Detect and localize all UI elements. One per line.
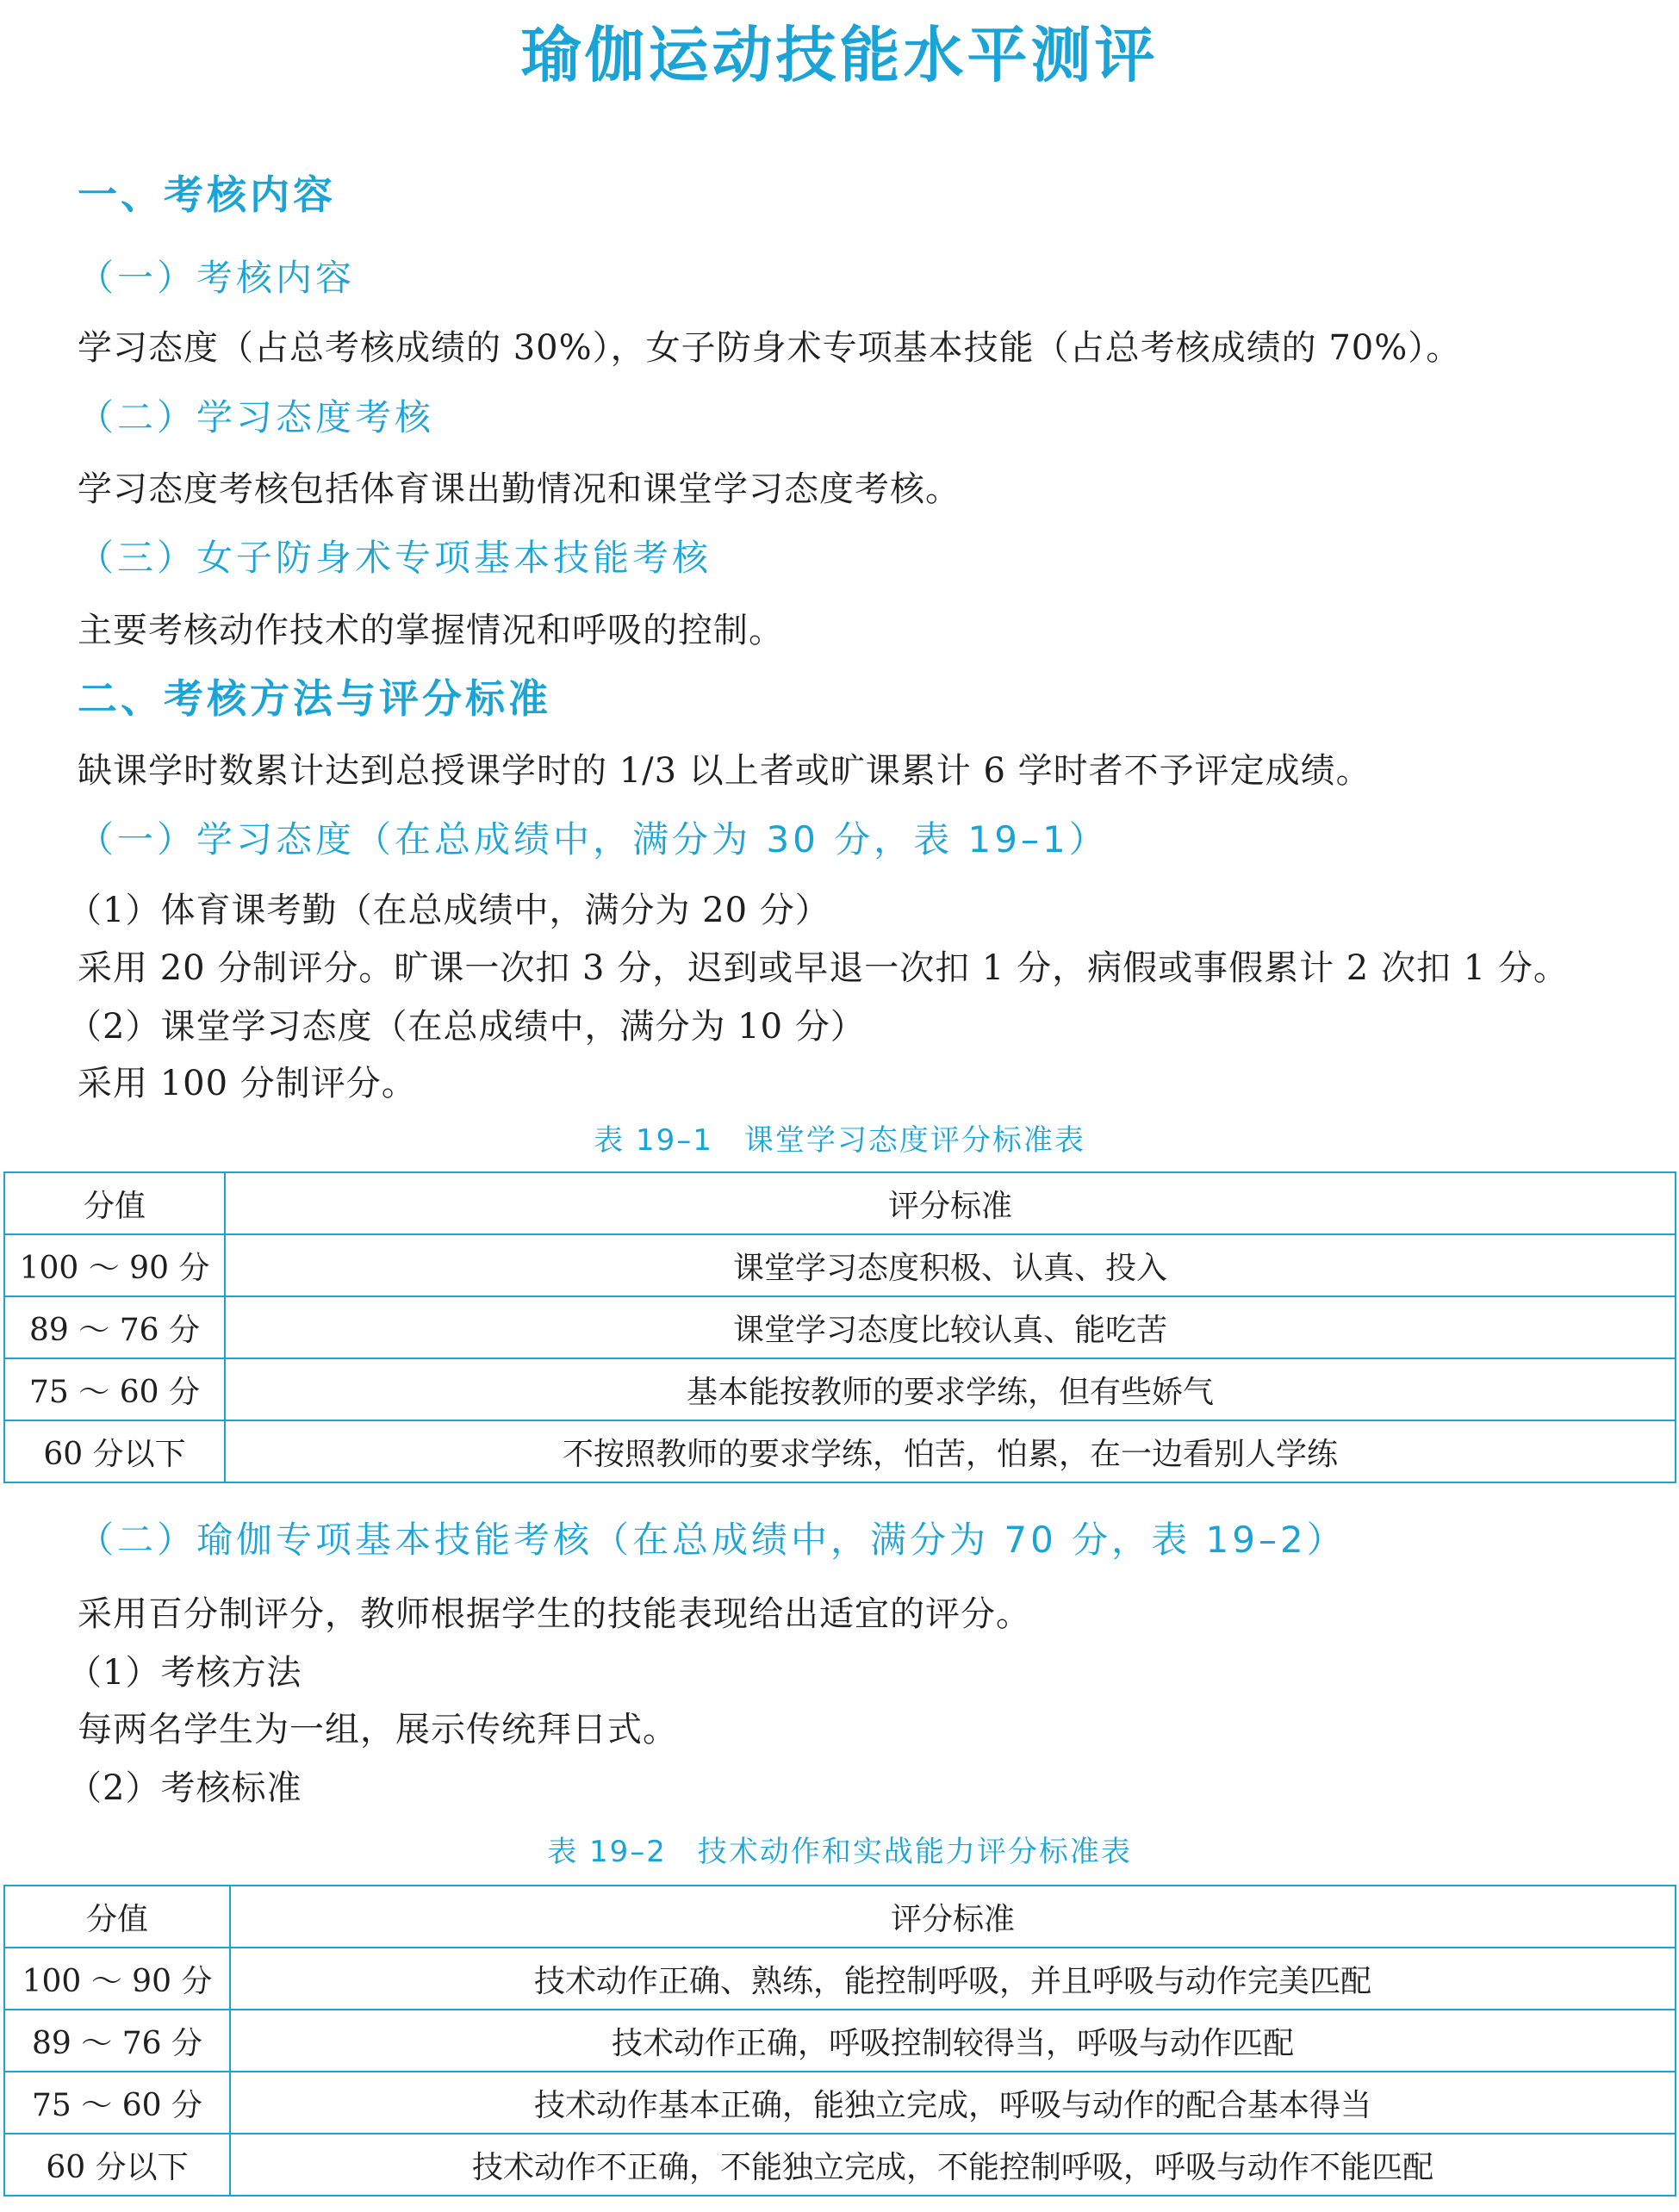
table-row	[4, 1948, 1676, 2010]
section-2-1-item-1: （1）体育课考勤（在总成绩中，满分为 20 分）	[67, 891, 830, 930]
score-cell: 75 ～ 60 分	[4, 2072, 230, 2134]
section-2-2-item-1-text: 每两名学生为一组，展示传统拜日式。	[78, 1710, 678, 1749]
criteria-cell: 基本能按教师的要求学练，但有些娇气	[225, 1358, 1676, 1420]
section-2-1-item-2-text: 采用 100 分制评分。	[78, 1064, 417, 1103]
column-header: 评分标准	[230, 1886, 1676, 1948]
section-1-heading: 一、考核内容	[78, 171, 336, 218]
table-2-caption: 表 19–2 技术动作和实战能力评分标准表	[547, 1835, 1132, 1869]
table-1-caption: 表 19–1 课堂学习态度评分标准表	[594, 1123, 1085, 1158]
table-row	[4, 2134, 1676, 2196]
score-cell: 89 ～ 76 分	[4, 1296, 225, 1358]
table-header-row	[4, 1886, 1676, 1948]
criteria-cell: 课堂学习态度比较认真、能吃苦	[225, 1296, 1676, 1358]
section-2-2-heading: （二）瑜伽专项基本技能考核（在总成绩中，满分为 70 分，表 19–2）	[78, 1519, 1346, 1561]
section-2-2-item-2: （2）考核标准	[67, 1768, 302, 1808]
score-cell: 89 ～ 76 分	[4, 2010, 230, 2072]
criteria-cell: 课堂学习态度积极、认真、投入	[225, 1234, 1676, 1296]
table-1	[3, 1171, 1676, 1483]
section-1-2-text: 学习态度考核包括体育课出勤情况和课堂学习态度考核。	[78, 469, 961, 509]
criteria-cell: 不按照教师的要求学练，怕苦，怕累，在一边看别人学练	[225, 1420, 1676, 1482]
table-2	[3, 1885, 1676, 2196]
section-1-2-heading: （二）学习态度考核	[78, 396, 435, 438]
section-2-intro: 缺课学时数累计达到总授课学时的 1/3 以上者或旷课累计 6 学时者不予评定成绩。	[78, 751, 1371, 791]
table-row	[4, 1420, 1676, 1482]
score-cell: 75 ～ 60 分	[4, 1358, 225, 1420]
section-2-2-text: 采用百分制评分，教师根据学生的技能表现给出适宜的评分。	[78, 1594, 1031, 1634]
criteria-cell: 技术动作正确，呼吸控制较得当，呼吸与动作匹配	[230, 2010, 1676, 2072]
section-2-heading: 二、考核方法与评分标准	[78, 675, 551, 722]
table-row	[4, 1296, 1676, 1358]
section-1-3-heading: （三）女子防身术专项基本技能考核	[78, 537, 712, 579]
score-cell: 60 分以下	[4, 1420, 225, 1482]
column-header: 评分标准	[225, 1172, 1676, 1234]
criteria-cell: 技术动作正确、熟练，能控制呼吸，并且呼吸与动作完美匹配	[230, 1948, 1676, 2010]
section-1-1-heading: （一）考核内容	[78, 257, 356, 299]
table-row	[4, 2072, 1676, 2134]
section-1-3-text: 主要考核动作技术的掌握情况和呼吸的控制。	[78, 611, 784, 650]
page-title: 瑜伽运动技能水平测评	[520, 20, 1159, 90]
table-header-row	[4, 1172, 1676, 1234]
table-row	[4, 1358, 1676, 1420]
score-cell: 100 ～ 90 分	[4, 1234, 225, 1296]
criteria-cell: 技术动作不正确，不能独立完成，不能控制呼吸，呼吸与动作不能匹配	[230, 2134, 1676, 2196]
table-row	[4, 1234, 1676, 1296]
section-2-1-item-2: （2）课堂学习态度（在总成绩中，满分为 10 分）	[67, 1007, 866, 1047]
column-header: 分值	[4, 1886, 230, 1948]
section-2-1-heading: （一）学习态度（在总成绩中，满分为 30 分，表 19–1）	[78, 818, 1109, 861]
score-cell: 60 分以下	[4, 2134, 230, 2196]
section-1-1-text: 学习态度（占总考核成绩的 30%），女子防身术专项基本技能（占总考核成绩的 70%）。	[78, 328, 1462, 368]
section-2-2-item-1: （1）考核方法	[67, 1653, 302, 1693]
section-2-1-item-1-text: 采用 20 分制评分。旷课一次扣 3 分，迟到或早退一次扣 1 分，病假或事假累计 2 次扣 1 分。	[78, 948, 1569, 988]
column-header: 分值	[4, 1172, 225, 1234]
table-row	[4, 2010, 1676, 2072]
criteria-cell: 技术动作基本正确，能独立完成，呼吸与动作的配合基本得当	[230, 2072, 1676, 2134]
score-cell: 100 ～ 90 分	[4, 1948, 230, 2010]
